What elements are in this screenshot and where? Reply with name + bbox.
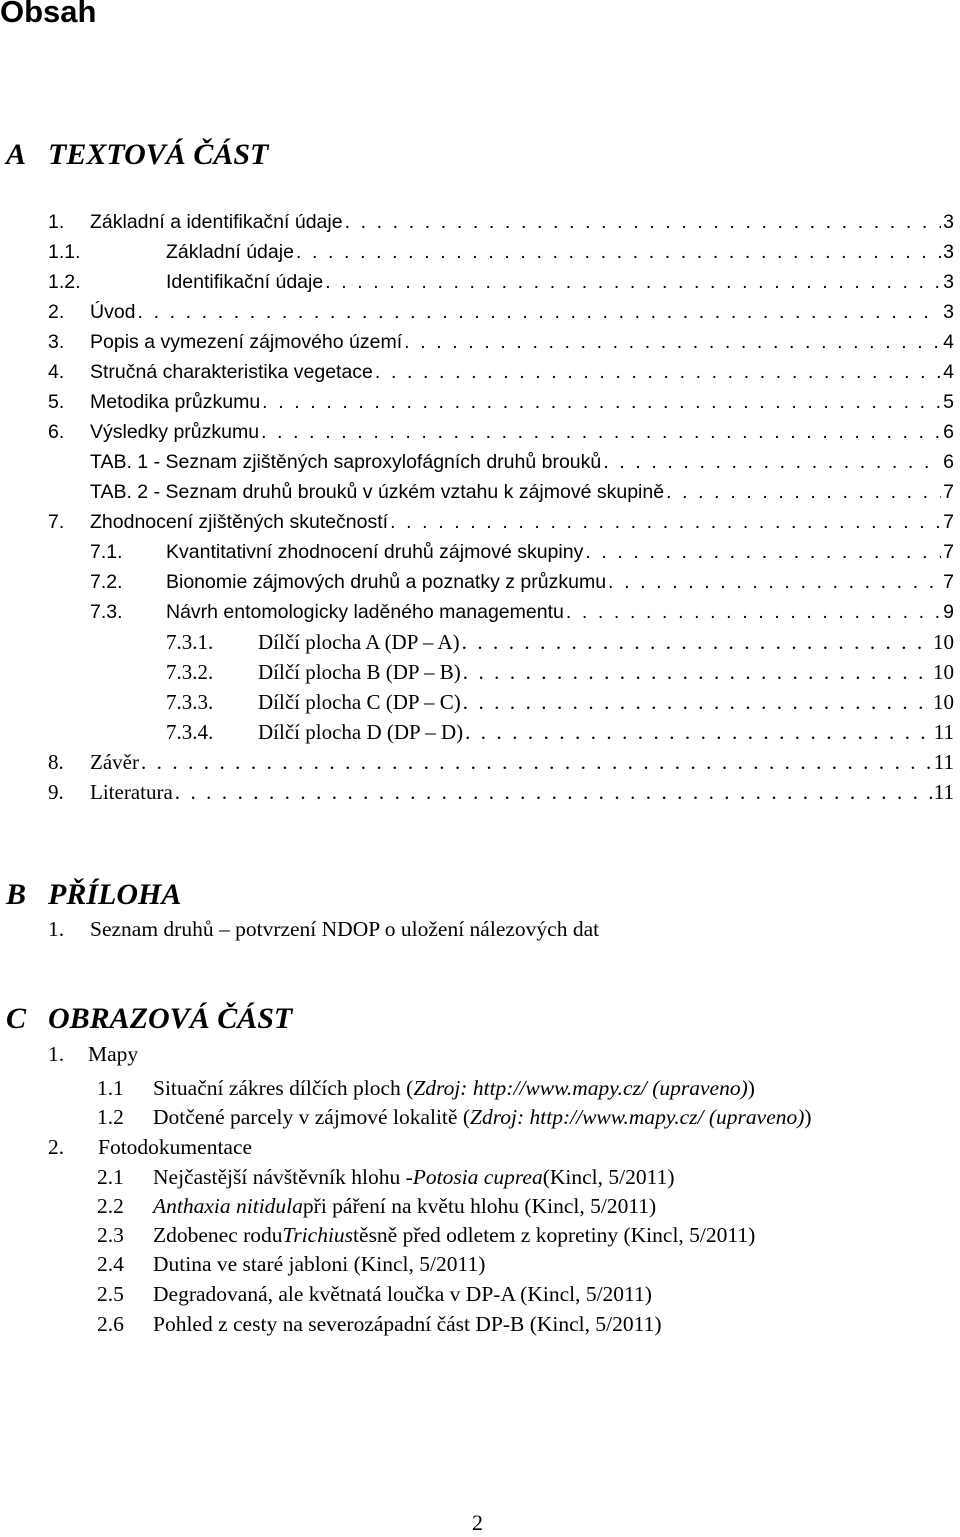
image-item[interactable] — [97, 1279, 652, 1309]
toc-entry[interactable] — [166, 657, 954, 687]
toc-entry-number: 7.1. — [90, 541, 123, 563]
toc-entry[interactable] — [48, 387, 954, 417]
toc-entry[interactable] — [90, 447, 954, 477]
image-group-number: 2. — [48, 1135, 65, 1159]
toc-entry[interactable] — [90, 567, 954, 597]
section-a-title: TEXTOVÁ ČÁST — [48, 138, 269, 171]
toc-entry-label: TAB. 2 - Seznam druhů brouků v úzkém vztahu k zájmové skupině — [90, 481, 665, 503]
image-item-number: 2.5 — [97, 1282, 124, 1306]
toc-entry-label: Dílčí plocha C (DP – C) — [258, 690, 461, 714]
section-c-title: OBRAZOVÁ ČÁST — [48, 1002, 293, 1035]
toc-entry-page: 4 — [943, 331, 954, 353]
toc-entry-page: 11 — [933, 750, 954, 774]
toc-entry-label: Bionomie zájmových druhů a poznatky z průzkumu — [166, 571, 607, 593]
toc-entry-label: Metodika průzkumu — [90, 391, 261, 413]
toc-entry-number: 1.1. — [48, 241, 81, 263]
image-item-species: Trichius — [282, 1223, 354, 1247]
toc-leader-dots — [138, 297, 942, 327]
toc-entry-number: 9. — [48, 780, 64, 804]
attachment-item-label: Seznam druhů – potvrzení NDOP o uložení nálezových dat — [90, 917, 600, 941]
toc-entry-label: Základní údaje — [166, 241, 294, 263]
section-c-heading — [6, 1002, 292, 1036]
image-item-text: Pohled z cesty na severozápadní část DP-B (Kincl, 5/2011) — [153, 1312, 662, 1336]
image-item-text: Degradovaná, ale květnatá loučka v DP-A (Kincl, 5/2011) — [153, 1282, 652, 1306]
toc-leader-dots — [462, 627, 931, 657]
toc-entry[interactable] — [90, 597, 954, 627]
image-item-source: Zdroj: http://www.mapy.cz/ (upraveno) — [413, 1076, 748, 1100]
toc-entry[interactable] — [48, 327, 954, 357]
image-group-label: Mapy — [88, 1042, 139, 1066]
toc-entry-number: 1.2. — [48, 271, 81, 293]
toc-leader-dots — [141, 747, 932, 777]
toc-entry-label: Závěr — [90, 750, 139, 774]
image-group-photos — [48, 1132, 252, 1162]
toc-entry[interactable] — [48, 507, 954, 537]
toc-entry-number: 2. — [48, 301, 65, 323]
image-item-number: 2.6 — [97, 1312, 124, 1336]
toc-entry-label: Stručná charakteristika vegetace — [90, 361, 373, 383]
image-item[interactable] — [97, 1309, 662, 1339]
toc-leader-dots — [465, 717, 932, 747]
image-item-number: 2.4 — [97, 1252, 124, 1276]
image-item[interactable] — [97, 1102, 812, 1132]
toc-entry-page: 7 — [943, 571, 954, 593]
image-item[interactable] — [97, 1073, 755, 1103]
toc-entry-number: 5. — [48, 391, 65, 413]
toc-entry[interactable] — [48, 357, 954, 387]
toc-entry-page: 7 — [943, 541, 954, 563]
image-item-number: 2.3 — [97, 1223, 124, 1247]
toc-leader-dots — [325, 267, 941, 297]
image-item-text: Situační zákres dílčích ploch ( — [153, 1076, 414, 1100]
image-item[interactable] — [97, 1162, 674, 1192]
toc-entry-label: Kvantitativní zhodnocení druhů zájmové skupiny — [166, 541, 584, 563]
toc-entry[interactable] — [48, 777, 954, 807]
toc-leader-dots — [404, 327, 941, 357]
toc-entry[interactable] — [48, 417, 954, 447]
image-item-text-end: těsně před odletem z kopretiny (Kincl, 5/2011) — [353, 1223, 756, 1247]
image-item-species: Anthaxia nitidula — [153, 1194, 303, 1218]
toc-entry[interactable] — [48, 297, 954, 327]
toc-entry[interactable] — [48, 237, 954, 267]
toc-entry-number: 7.2. — [90, 571, 123, 593]
toc-entry-label: Popis a vymezení zájmového území — [90, 331, 403, 353]
image-item[interactable] — [97, 1249, 485, 1279]
image-group-label: Fotodokumentace — [98, 1135, 253, 1159]
toc-leader-dots — [375, 357, 941, 387]
toc-entry[interactable] — [90, 537, 954, 567]
toc-entry[interactable] — [166, 717, 954, 747]
image-item-text: Zdobenec rodu — [153, 1223, 283, 1247]
toc-leader-dots — [566, 597, 941, 627]
image-group-number: 1. — [48, 1042, 65, 1066]
toc-entry-number: 7.3.4. — [166, 720, 214, 744]
toc-leader-dots — [463, 687, 931, 717]
image-item-text: Dutina ve staré jabloni (Kincl, 5/2011) — [153, 1252, 486, 1276]
toc-entry-label: Základní a identifikační údaje — [90, 211, 343, 233]
toc-entry-page: 3 — [943, 241, 954, 263]
toc-entry-label: Dílčí plocha A (DP – A) — [258, 630, 460, 654]
toc-leader-dots — [585, 537, 941, 567]
toc-entry-page: 3 — [943, 301, 954, 323]
toc-entry-page: 7 — [943, 511, 954, 533]
page-number: 2 — [472, 1510, 483, 1535]
toc-leader-dots — [390, 507, 941, 537]
toc-leader-dots — [608, 567, 941, 597]
toc-entry[interactable] — [166, 627, 954, 657]
image-item-text: Dotčené parcely v zájmové lokalitě ( — [153, 1105, 470, 1129]
toc-leader-dots — [261, 417, 941, 447]
toc-entry[interactable] — [48, 267, 954, 297]
toc-entry-number: 6. — [48, 421, 65, 443]
toc-leader-dots — [603, 447, 941, 477]
image-item-source: Zdroj: http://www.mapy.cz/ (upraveno) — [469, 1105, 805, 1129]
toc-entry-page: 10 — [933, 630, 954, 654]
toc-entry-label: Identifikační údaje — [166, 271, 324, 293]
toc-entry-page: 7 — [943, 481, 954, 503]
document-title: Obsah — [0, 0, 97, 29]
toc-entry-label: Dílčí plocha D (DP – D) — [258, 720, 464, 744]
image-item-end: ) — [804, 1105, 812, 1129]
attachment-item[interactable] — [48, 914, 599, 944]
image-group-maps — [48, 1039, 138, 1069]
section-b-heading — [6, 878, 181, 912]
toc-entry-page: 3 — [943, 271, 954, 293]
toc-leader-dots — [175, 777, 932, 807]
image-item-species: Potosia cuprea — [412, 1165, 543, 1189]
toc-entry[interactable] — [166, 687, 954, 717]
toc-entry-page: 11 — [933, 780, 954, 804]
section-b-title: PŘÍLOHA — [48, 878, 182, 911]
toc-entry-label: Úvod — [90, 301, 136, 323]
image-item-number: 2.2 — [97, 1194, 124, 1218]
toc-entry-number: 8. — [48, 750, 64, 774]
image-item-text-end: (Kincl, 5/2011) — [542, 1165, 675, 1189]
toc-entry-number: 7.3. — [90, 601, 123, 623]
image-item[interactable] — [97, 1191, 656, 1221]
toc-entry-page: 9 — [943, 601, 954, 623]
toc-entry-number: 1. — [48, 211, 65, 233]
toc-entry-label: TAB. 1 - Seznam zjištěných saproxylofágních druhů brouků — [90, 451, 602, 473]
toc-entry-page: 10 — [933, 690, 954, 714]
image-item-number: 2.1 — [97, 1165, 124, 1189]
toc-entry[interactable] — [90, 477, 954, 507]
toc-entry-page: 4 — [943, 361, 954, 383]
toc-entry-label: Výsledky průzkumu — [90, 421, 260, 443]
toc-entry-label: Literatura — [90, 780, 173, 804]
toc-entry[interactable] — [48, 747, 954, 777]
toc-entry[interactable] — [48, 207, 954, 237]
toc-leader-dots — [666, 477, 941, 507]
section-a-heading — [6, 138, 268, 172]
image-item-number: 1.1 — [97, 1076, 124, 1100]
section-c-letter: C — [6, 1002, 27, 1035]
toc-entry-number: 4. — [48, 361, 65, 383]
image-item-text: Nejčastější návštěvník hlohu - — [153, 1165, 413, 1189]
toc-leader-dots — [296, 237, 941, 267]
toc-entry-number: 3. — [48, 331, 65, 353]
image-item-text-end: při páření na květu hlohu (Kincl, 5/2011) — [302, 1194, 657, 1218]
image-item-end: ) — [747, 1076, 755, 1100]
toc-leader-dots — [345, 207, 942, 237]
toc-entry-label: Návrh entomologicky laděného managementu — [166, 601, 564, 623]
toc-entry-label: Dílčí plocha B (DP – B) — [258, 660, 461, 684]
toc-leader-dots — [262, 387, 941, 417]
toc-leader-dots — [463, 657, 931, 687]
toc-entry-number: 7. — [48, 511, 65, 533]
toc-entry-page: 10 — [933, 660, 954, 684]
toc-entry-page: 6 — [943, 421, 954, 443]
attachment-item-number: 1. — [48, 917, 65, 941]
toc-entry-number: 7.3.3. — [166, 690, 214, 714]
toc-entry-page: 5 — [943, 391, 954, 413]
toc-entry-page: 11 — [933, 720, 954, 744]
section-b-letter: B — [6, 878, 27, 911]
toc-entry-page: 6 — [943, 451, 954, 473]
toc-entry-number: 7.3.1. — [166, 630, 214, 654]
image-item-number: 1.2 — [97, 1105, 124, 1129]
toc-entry-number: 7.3.2. — [166, 660, 214, 684]
image-item[interactable] — [97, 1220, 755, 1250]
toc-entry-label: Zhodnocení zjištěných skutečností — [90, 511, 389, 533]
section-a-letter: A — [6, 138, 27, 171]
toc-entry-page: 3 — [943, 211, 954, 233]
